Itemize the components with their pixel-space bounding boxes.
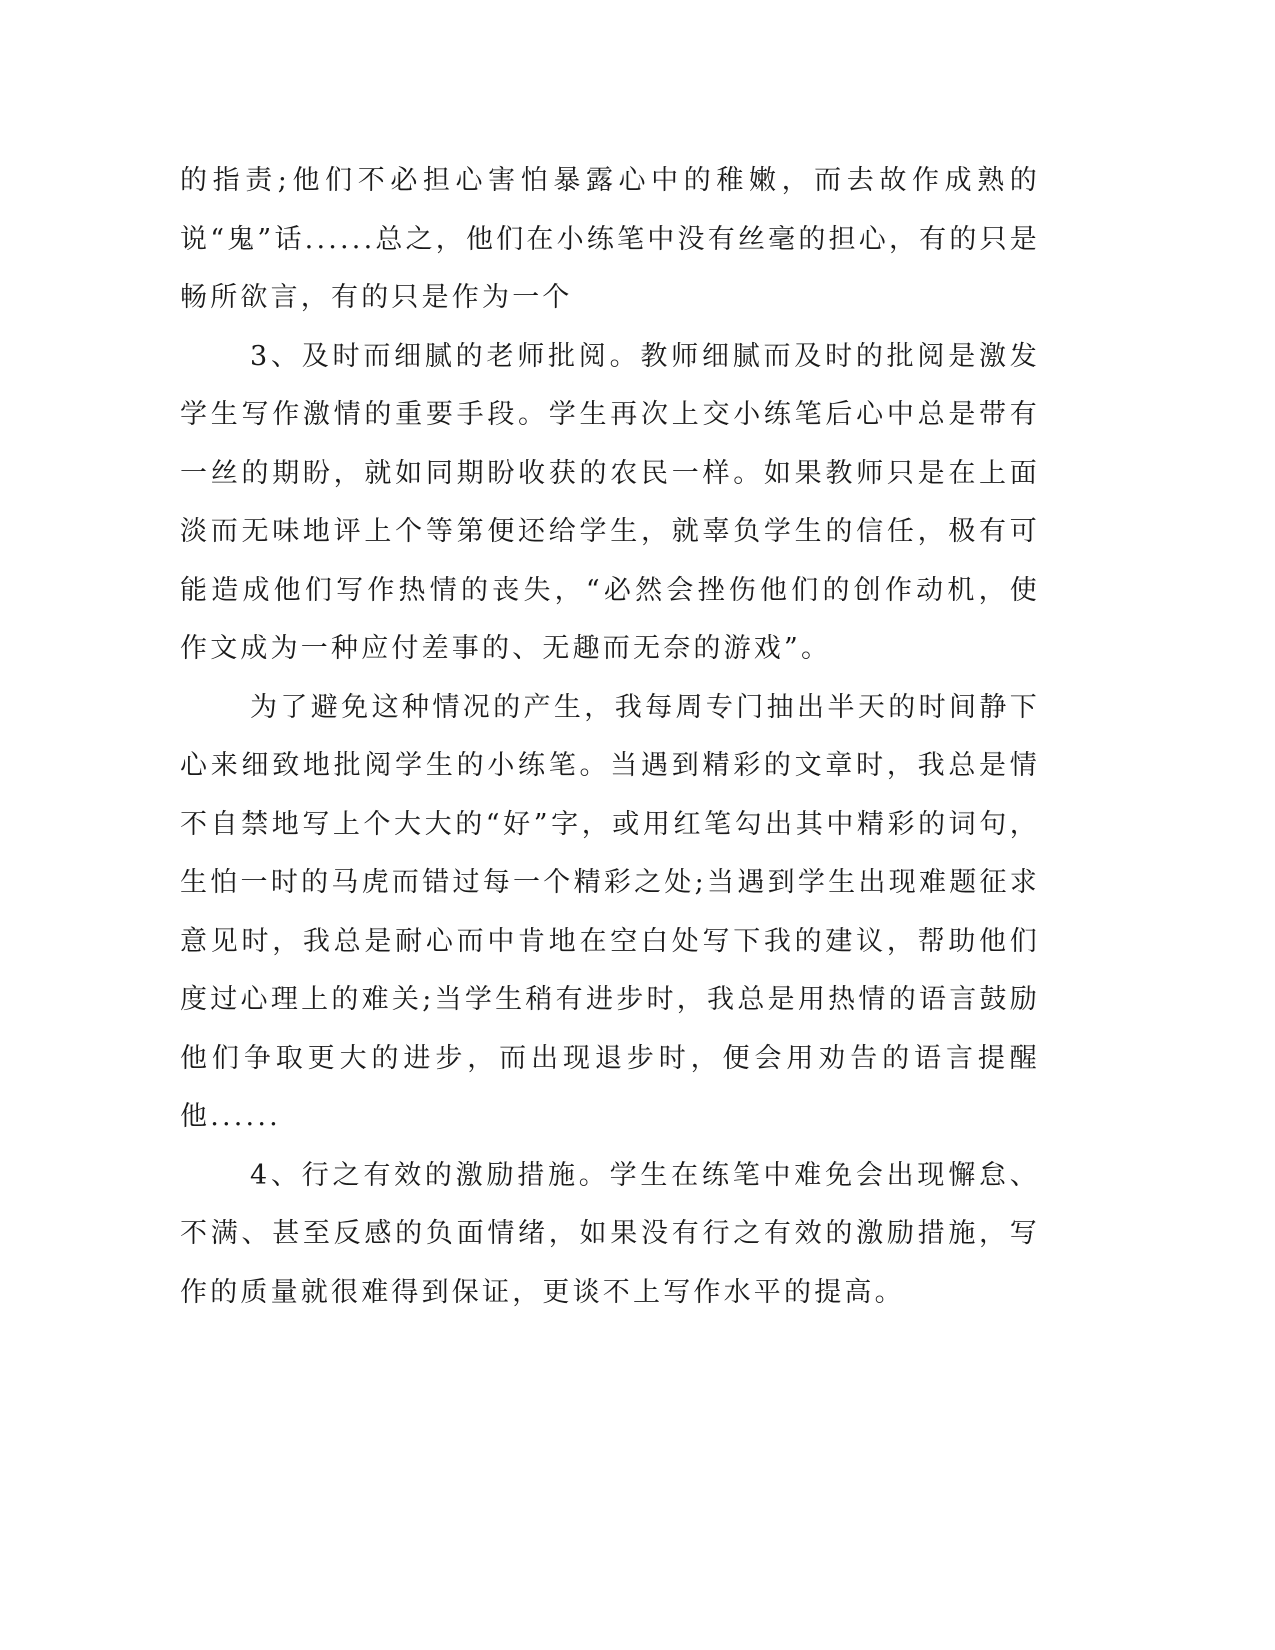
document-body (180, 152, 1040, 1322)
paragraph-teacher-review: 3、及时而细腻的老师批阅。教师细腻而及时的批阅是激发学生写作激情的重要手段。学生再次上交小练笔后心中总是带有一丝的期盼，就如同期盼收获的农民一样。如果教师只是在上面淡而无味地评上个等第便还给学生，就辜负学生的信任，极有可能造成他们写作热情的丧失，“必然会挫伤他们的创作动机，使作文成为一种应付差事的、无趣而无奈的游戏”。 (180, 340, 1040, 664)
paragraph-incentives: 4、行之有效的激励措施。学生在练笔中难免会出现懈怠、不满、甚至反感的负面情绪，如果没有行之有效的激励措施，写作的质量就很难得到保证，更谈不上写作水平的提高。 (180, 1159, 1040, 1308)
paragraph-review-practice: 为了避免这种情况的产生，我每周专门抽出半天的时间静下心来细致地批阅学生的小练笔。当遇到精彩的文章时，我总是情不自禁地写上个大大的“好”字，或用红笔勾出其中精彩的词句，生怕一时的马虎而错过每一个精彩之处;当遇到学生出现难题征求意见时，我总是耐心而中肯地在空白处写下我的建议，帮助他们度过心理上的难关;当学生稍有进步时，我总是用热情的语言鼓励他们争取更大的进步，而出现退步时，便会用劝告的语言提醒他...... (180, 691, 1040, 1132)
paragraph-continuation: 的指责;他们不必担心害怕暴露心中的稚嫩，而去故作成熟的说“鬼”话......总之，他们在小练笔中没有丝毫的担心，有的只是畅所欲言，有的只是作为一个 (180, 165, 1040, 313)
